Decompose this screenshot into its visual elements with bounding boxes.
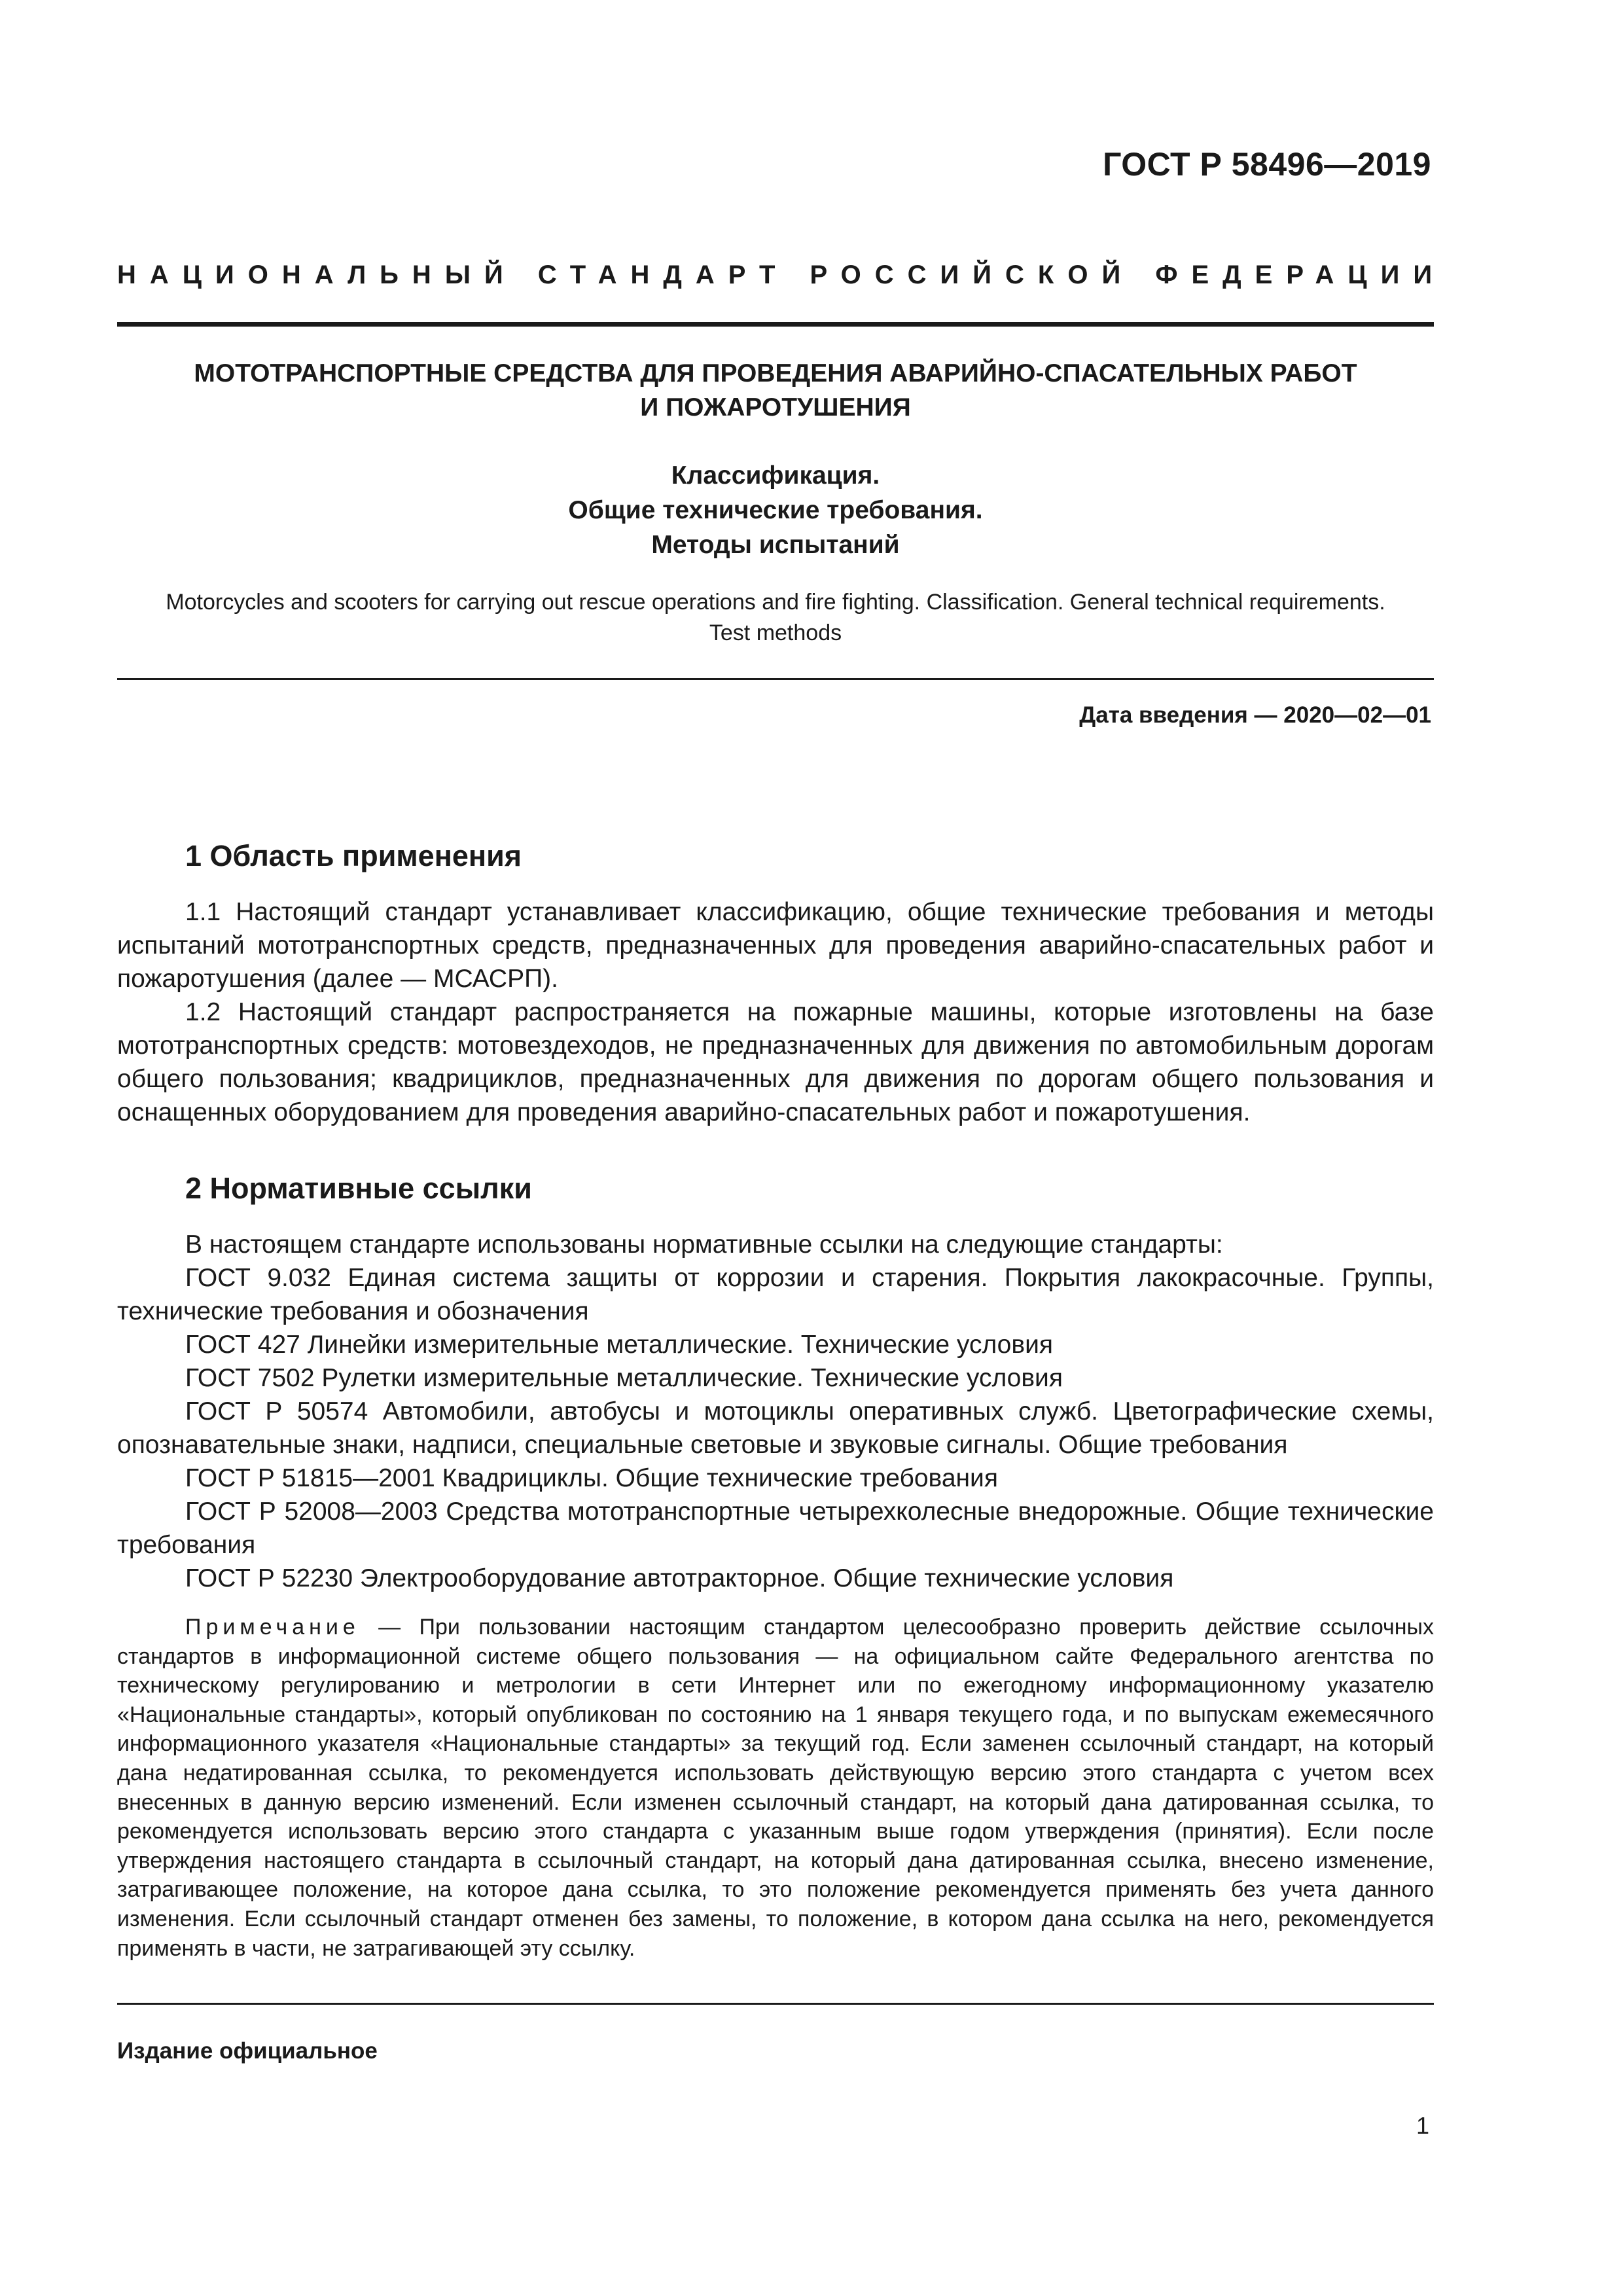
title-line-2: И ПОЖАРОТУШЕНИЯ (640, 393, 911, 422)
reference-item: ГОСТ Р 51815—2001 Квадрициклы. Общие технические требования (185, 1464, 998, 1492)
reference-item: ГОСТ Р 52008—2003 Средства мототранспортные четырехколесные внедорожные. Общие технические требования (117, 1498, 1434, 1559)
paragraph-1-1: 1.1 Настоящий стандарт устанавливает классификацию, общие технические требования и методы испытаний мототранспортных средств, предназначенных для проведения аварийно-спасательных работ и пожаротушения (далее — МСАСРП). (117, 898, 1434, 993)
section-2-body (117, 1228, 1434, 1595)
reference-item: ГОСТ 427 Линейки измерительные металлические. Технические условия (185, 1331, 1053, 1359)
introduction-date: Дата введения — 2020—02—01 (1079, 702, 1431, 728)
references-note (117, 1613, 1434, 1963)
header-divider (117, 322, 1434, 327)
references-intro: В настоящем стандарте использованы нормативные ссылки на следующие стандарты: (185, 1230, 1223, 1259)
note-paragraph (117, 1613, 1434, 1963)
note-label: Примечание (185, 1615, 360, 1640)
note-text: — При пользовании настоящим стандартом целесообразно проверить действие ссылочных стандартов в информационной системе общего пользования — на официальном сайте Федерального агентства по техническому регулированию и метрологии в сети Интернет или по ежегодному информационному указателю «Национальные стандарты», который опубликован по состоянию на 1 января текущего года, и по выпускам ежемесячного информационного указателя «Национальные стандарты» за текущий год. Если заменен ссылочный стандарт, на который дана недатированная ссылка, то рекомендуется использовать действующую версию этого стандарта с учетом всех внесенных в данную версию изменений. Если изменен ссылочный стандарт, на который дана датированная ссылка, то рекомендуется использовать версию этого стандарта с указанным выше годом утверждения (принятия). Если после утверждения настоящего стандарта в ссылочный стандарт, на который дана датированная ссылка, внесено изменение, затрагивающее положение, на которое дана ссылка, то это положение рекомендуется применять без учета данного изменения. Если ссылочный стандарт отменен без замены, то положение, в котором дана ссылка на него, рекомендуется применять в части, не затрагивающей эту ссылку. (117, 1615, 1434, 1961)
title-divider (117, 678, 1434, 680)
title-line-1: МОТОТРАНСПОРТНЫЕ СРЕДСТВА ДЛЯ ПРОВЕДЕНИЯ АВАРИЙНО-СПАСАТЕЛЬНЫХ РАБОТ (194, 359, 1357, 387)
section-2-heading: 2 Нормативные ссылки (185, 1172, 532, 1205)
national-standard-banner: НАЦИОНАЛЬНЫЙ СТАНДАРТ РОССИЙСКОЙ ФЕДЕРАЦИИ (117, 260, 1446, 289)
section-1-heading: 1 Область применения (185, 839, 522, 872)
document-code: ГОСТ Р 58496—2019 (1103, 146, 1431, 183)
paragraph-1-2: 1.2 Настоящий стандарт распространяется на пожарные машины, которые изготовлены на базе мототранспортных средств: мотовездеходов, не предназначенных для движения по автомобильным дорогам общего пользования; квадрициклов, предназначенных для движения по дорогам общего пользования и оснащенных оборудованием для проведения аварийно-спасательных работ и пожаротушения. (117, 998, 1434, 1126)
official-edition-label: Издание официальное (117, 2038, 378, 2064)
subtitle-line-3: Методы испытаний (651, 531, 900, 559)
reference-item: ГОСТ Р 52230 Электрооборудование автотракторное. Общие технические условия (185, 1564, 1174, 1592)
section-1-body (117, 895, 1434, 1129)
subtitle-line-1: Классификация. (671, 461, 880, 490)
footer-divider (117, 2003, 1434, 2005)
page-number: 1 (1416, 2112, 1429, 2139)
reference-item: ГОСТ Р 50574 Автомобили, автобусы и мотоциклы оперативных служб. Цветографические схемы, опознавательные знаки, надписи, специальные световые и звуковые сигналы. Общие требования (117, 1397, 1434, 1459)
document-title (117, 357, 1434, 425)
reference-item: ГОСТ 9.032 Единая система защиты от коррозии и старения. Покрытия лакокрасочные. Группы, технические требования и обозначения (117, 1264, 1434, 1325)
reference-item: ГОСТ 7502 Рулетки измерительные металлические. Технические условия (185, 1364, 1063, 1392)
english-title: Motorcycles and scooters for carrying out rescue operations and fire fighting. Classification. General technical requirements. Test methods (166, 590, 1385, 645)
subtitle-line-2: Общие технические требования. (568, 496, 983, 524)
document-subtitle (117, 458, 1434, 562)
